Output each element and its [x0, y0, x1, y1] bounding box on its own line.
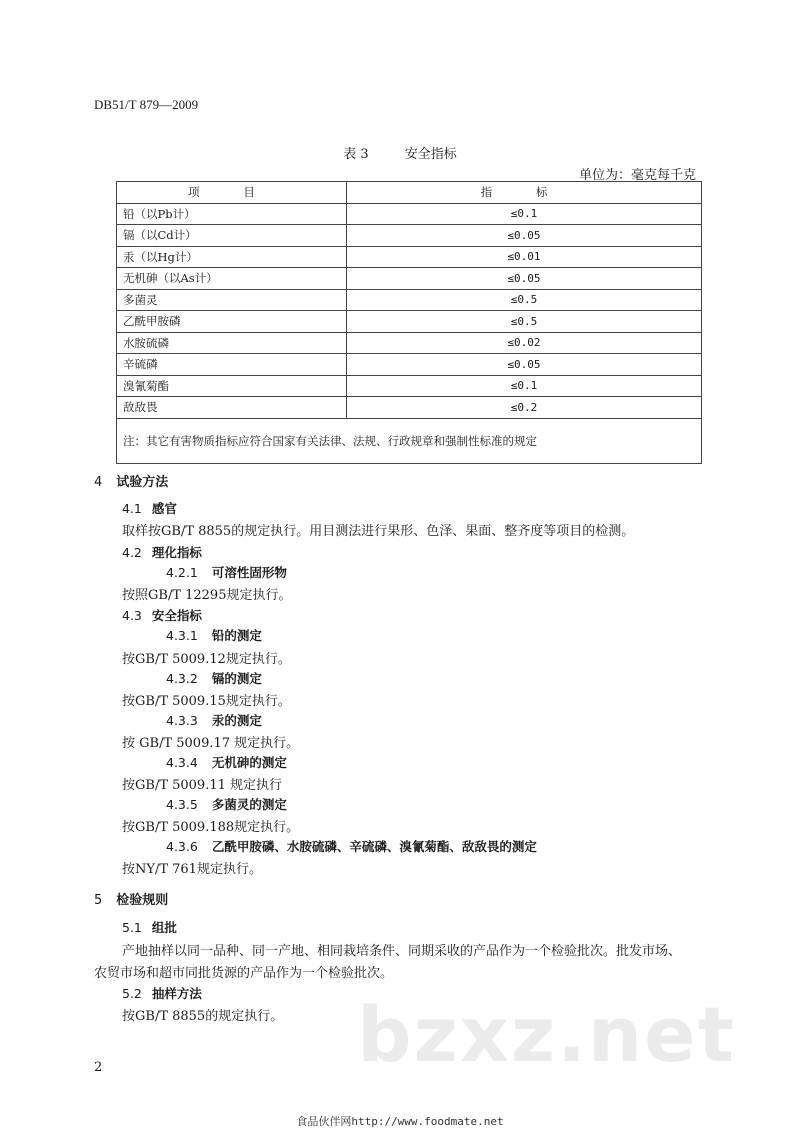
section-5-2-text: 按GB/T 8855的规定执行。: [122, 1009, 284, 1024]
row-index-value: ≤0.1: [347, 203, 702, 225]
section-5-1-heading: 5.1 组批: [122, 920, 177, 935]
table-row: [117, 289, 702, 311]
section-4-1-heading: 4.1 感官: [122, 501, 177, 516]
section-4-3-4-text: 按GB/T 5009.11 规定执行: [122, 778, 283, 793]
table-note: 注：其它有害物质指标应符合国家有关法律、法规、行政规章和强制性标准的规定: [117, 418, 702, 463]
row-index-value: ≤0.5: [347, 289, 702, 311]
table-caption: [0, 143, 800, 162]
section-5-2-heading: 5.2 抽样方法: [122, 986, 202, 1001]
section-4-3-1-text: 按GB/T 5009.12规定执行。: [122, 652, 291, 667]
row-index-value: ≤0.1: [347, 375, 702, 397]
section-4-heading: 4 试验方法: [94, 475, 169, 490]
row-index-value: ≤0.05: [347, 354, 702, 376]
row-item-name: 铅（以Pb计）: [117, 203, 347, 225]
section-4-3-heading: 4.3 安全指标: [122, 608, 202, 623]
section-5-heading: 5 检验规则: [94, 893, 169, 908]
section-4-1-text: 取样按GB/T 8855的规定执行。用目测法进行果形、色泽、果面、整齐度等项目的检测。: [122, 524, 635, 539]
table-row: [117, 225, 702, 247]
watermark: bzxz.net: [357, 990, 736, 1079]
table-row: [117, 397, 702, 419]
row-item-name: 乙酰甲胺磷: [117, 311, 347, 333]
table-row: [117, 246, 702, 268]
section-4-3-5-text: 按GB/T 5009.188规定执行。: [122, 820, 300, 835]
table-row: [117, 203, 702, 225]
section-4-2-heading: 4.2 理化指标: [122, 545, 202, 560]
row-item-name: 无机砷（以As计）: [117, 268, 347, 290]
table-row: [117, 311, 702, 333]
section-4-3-6-heading: 4.3.6 乙酰甲胺磷、水胺硫磷、辛硫磷、溴氰菊酯、敌敌畏的测定: [166, 839, 537, 854]
row-item-name: 多菌灵: [117, 289, 347, 311]
row-item-name: 敌敌畏: [117, 397, 347, 419]
table-caption-title: 安全指标: [404, 147, 457, 162]
table-row: [117, 354, 702, 376]
row-item-name: 溴氰菊酯: [117, 375, 347, 397]
row-index-value: ≤0.05: [347, 268, 702, 290]
section-4-3-1-heading: 4.3.1 铅的测定: [166, 628, 262, 643]
row-item-name: 水胺硫磷: [117, 332, 347, 354]
row-index-value: ≤0.5: [347, 311, 702, 333]
table-caption-number: 表 3: [343, 147, 369, 162]
row-index-value: ≤0.2: [347, 397, 702, 419]
table-row: [117, 268, 702, 290]
section-4-3-2-text: 按GB/T 5009.15规定执行。: [122, 694, 291, 709]
table-header-row: [117, 182, 702, 204]
row-item-name: 汞（以Hg计）: [117, 246, 347, 268]
section-4-3-3-text: 按 GB/T 5009.17 规定执行。: [122, 736, 300, 751]
document-code: DB51/T 879—2009: [94, 97, 199, 112]
section-4-3-4-heading: 4.3.4 无机砷的测定: [166, 755, 287, 770]
section-5-1-text-line1: 产地抽样以同一品种、同一产地、相同栽培条件、同期采收的产品作为一个检验批次。批发市场、: [122, 944, 682, 959]
footer-source: 食品伙伴网http://www.foodmate.net: [296, 1115, 504, 1128]
row-index-value: ≤0.02: [347, 332, 702, 354]
header-item: 项 目: [117, 182, 347, 204]
section-4-3-3-heading: 4.3.3 汞的测定: [166, 713, 262, 728]
section-5-1-text-line2: 农贸市场和超市同批货源的产品作为一个检验批次。: [94, 966, 394, 981]
section-4-3-2-heading: 4.3.2 镉的测定: [166, 671, 262, 686]
section-4-2-1-text: 按照GB/T 12295规定执行。: [122, 588, 292, 603]
section-4-2-1-heading: 4.2.1 可溶性固形物: [166, 565, 287, 580]
table-row: [117, 332, 702, 354]
section-4-3-6-text: 按NY/T 761规定执行。: [122, 862, 262, 877]
section-4-3-5-heading: 4.3.5 多菌灵的测定: [166, 797, 287, 812]
table-row: [117, 375, 702, 397]
page-number: 2: [94, 1060, 103, 1075]
row-index-value: ≤0.05: [347, 225, 702, 247]
row-index-value: ≤0.01: [347, 246, 702, 268]
table-note-row: [117, 418, 702, 463]
table-unit: 单位为：毫克每千克: [578, 168, 696, 183]
row-item-name: 镉（以Cd计）: [117, 225, 347, 247]
header-index: 指 标: [347, 182, 702, 204]
row-item-name: 辛硫磷: [117, 354, 347, 376]
safety-index-table: [116, 181, 702, 464]
